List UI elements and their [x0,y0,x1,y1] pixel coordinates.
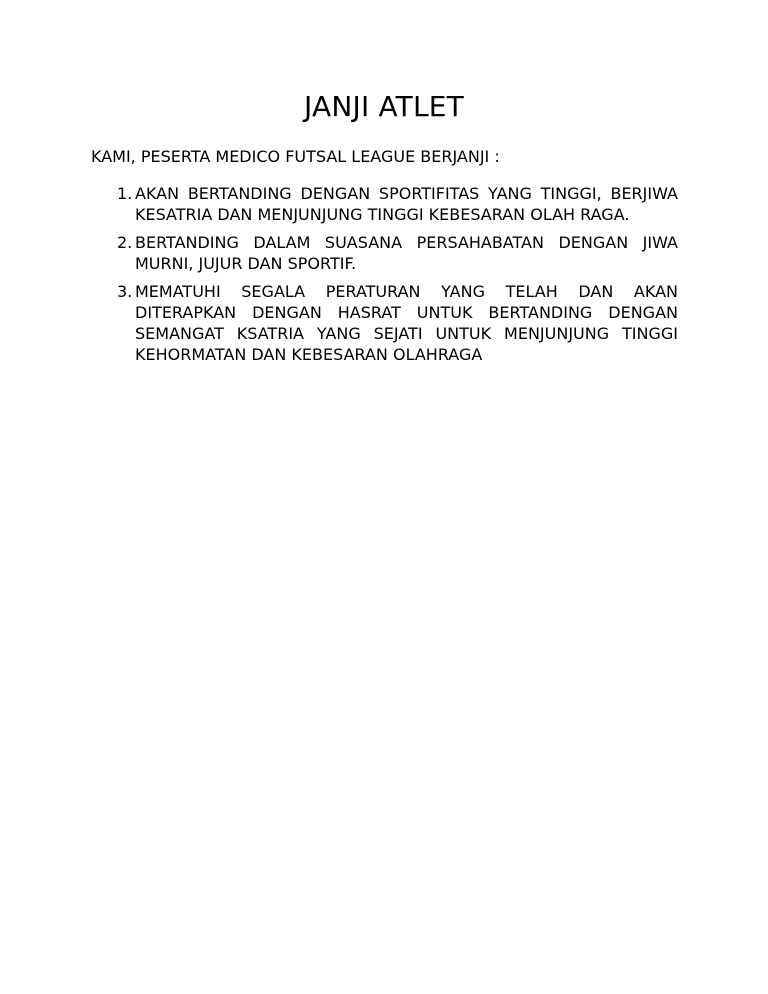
intro-statement: KAMI, PESERTA MEDICO FUTSAL LEAGUE BERJANJI : [91,147,500,166]
pledge-number: 2. [117,233,133,252]
pledge-list [117,183,678,372]
pledge-text: MEMATUHI SEGALA PERATURAN YANG TELAH DAN AKAN DITERAPKAN DENGAN HASRAT UNTUK BERTANDING DENGAN SEMANGAT KSATRIA YANG SEJATI UNTUK MENJUNJUNG TINGGI KEHORMATAN DAN KEBESARAN OLAHRAGA [135,282,678,364]
document-title: JANJI ATLET [304,90,464,123]
pledge-text: BERTANDING DALAM SUASANA PERSAHABATAN DENGAN JIWA MURNI, JUJUR DAN SPORTIF. [135,233,678,273]
pledge-item-3 [117,281,678,365]
pledge-text: AKAN BERTANDING DENGAN SPORTIFITAS YANG TINGGI, BERJIWA KESATRIA DAN MENJUNJUNG TINGGI KEBESARAN OLAH RAGA. [135,184,678,224]
pledge-item-1 [117,183,678,225]
pledge-number: 1. [117,184,133,203]
pledge-number: 3. [117,282,133,301]
pledge-item-2 [117,232,678,274]
